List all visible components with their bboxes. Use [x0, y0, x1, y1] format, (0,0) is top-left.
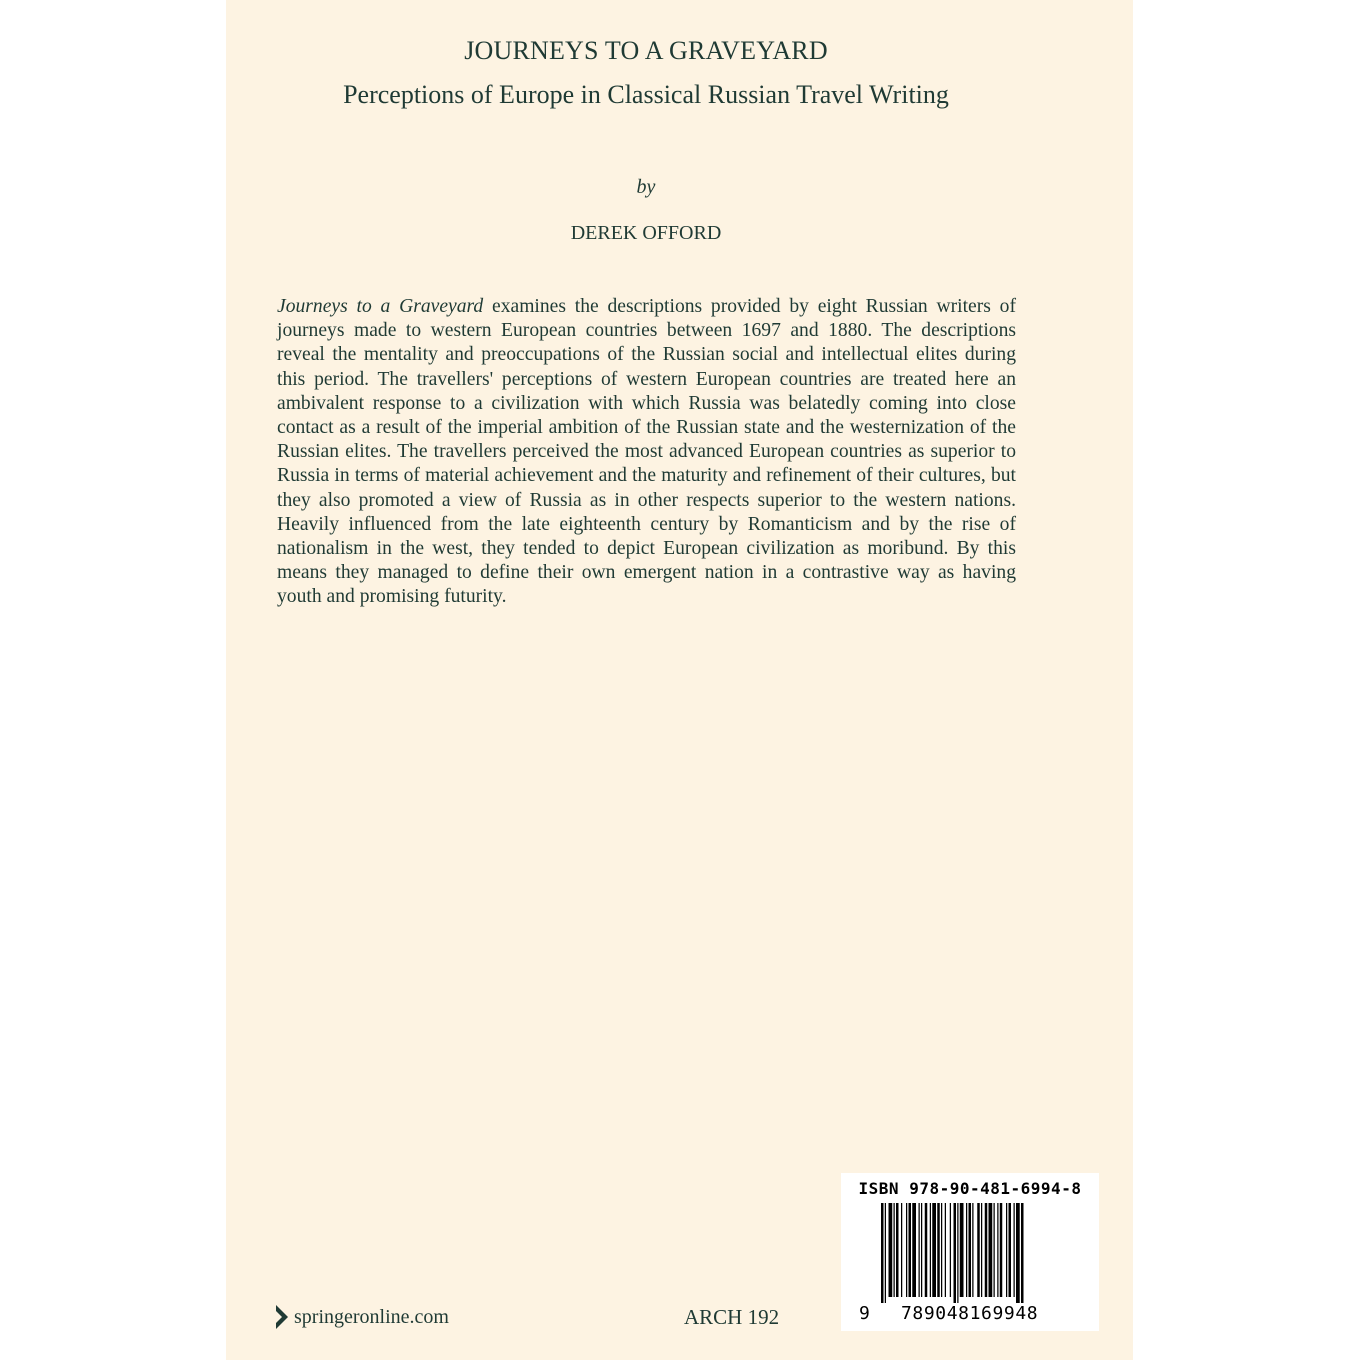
book-title: JOURNEYS TO A GRAVEYARD: [464, 36, 828, 65]
barcode-bar: [957, 1203, 958, 1303]
barcode-bar: [937, 1203, 940, 1297]
barcode-bar: [889, 1203, 893, 1297]
barcode-bar: [1009, 1203, 1012, 1297]
barcode-bar: [950, 1203, 951, 1297]
barcode-bar: [945, 1203, 946, 1297]
series-number: ARCH 192: [684, 1305, 780, 1329]
isbn-label: ISBN 978-90-481-6994-8: [858, 1179, 1082, 1198]
barcode-bar: [994, 1203, 995, 1297]
book-description: [277, 295, 1016, 610]
publisher-url: springeronline.com: [294, 1305, 449, 1328]
barcode-bar: [989, 1203, 993, 1297]
barcode-bar: [925, 1203, 928, 1297]
barcode-bar: [977, 1203, 980, 1297]
barcode-bar: [941, 1203, 942, 1297]
barcode-bar: [997, 1203, 998, 1297]
ean-first-digit: 9: [859, 1303, 870, 1324]
barcode-bar: [985, 1203, 988, 1297]
barcode-bar: [919, 1203, 920, 1297]
barcode-bar: [885, 1203, 886, 1303]
barcode-bar: [912, 1203, 916, 1297]
barcode-bar: [921, 1203, 922, 1297]
barcode-bar: [1000, 1203, 1003, 1297]
barcode-icon: [881, 1203, 1061, 1303]
barcode-bar: [881, 1203, 884, 1303]
chevron-right-icon: [276, 1305, 288, 1329]
barcode-bar: [954, 1203, 957, 1303]
author-name: DEREK OFFORD: [570, 222, 722, 244]
barcode-bar: [1016, 1203, 1020, 1303]
description-italic-title: Journeys to a Graveyard: [277, 296, 484, 317]
barcode-bar: [1006, 1203, 1007, 1297]
barcode-bar: [901, 1203, 902, 1297]
barcode-bar: [906, 1203, 907, 1297]
barcode-bar: [972, 1203, 973, 1297]
barcode-bar: [1014, 1203, 1015, 1297]
barcode-bar: [932, 1203, 936, 1297]
barcode-bar: [909, 1203, 912, 1297]
book-back-cover: [226, 0, 1133, 1360]
barcode-bar: [930, 1203, 931, 1297]
barcode-bar: [981, 1203, 982, 1297]
ean-digits: 789048169948: [901, 1303, 1039, 1324]
isbn-barcode-box: [841, 1173, 1099, 1331]
description-text: examines the descriptions provided by eight Russian writers of journeys made to western European countries between 1697 and 1880. The descriptions reveal the mentality and preoccupations of the Russian social and intellectual elites during this period. The travellers' perceptions of western European countries are treated here an ambivalent response to a civilization with which Russia was belatedly coming into close contact as a result of the imperial ambition of the Russian state and the westernization of the Russian elites. The travellers perceived the most advanced European countries as superior to Russia in terms of material achievement and the maturity and refinement of their cultures, but they also promoted a view of Russia as in other respects superior to the western nations. Heavily influenced from the late eighteenth century by Romanticism and by the rise of nationalism in the west, they tended to depict European civilization as moribund. By this means they managed to define their own emergent nation in a contrastive way as having youth and promising futurity.: [277, 296, 1016, 608]
barcode-bar: [1021, 1203, 1024, 1303]
barcode-bar: [969, 1203, 972, 1297]
publisher-link[interactable]: [276, 1305, 449, 1329]
barcode-bar: [896, 1203, 899, 1297]
by-line: by: [636, 176, 656, 198]
barcode-bar: [966, 1203, 967, 1297]
barcode-bar: [894, 1203, 895, 1297]
barcode-bar: [960, 1203, 964, 1297]
book-subtitle: Perceptions of Europe in Classical Russian Travel Writing: [343, 80, 949, 109]
